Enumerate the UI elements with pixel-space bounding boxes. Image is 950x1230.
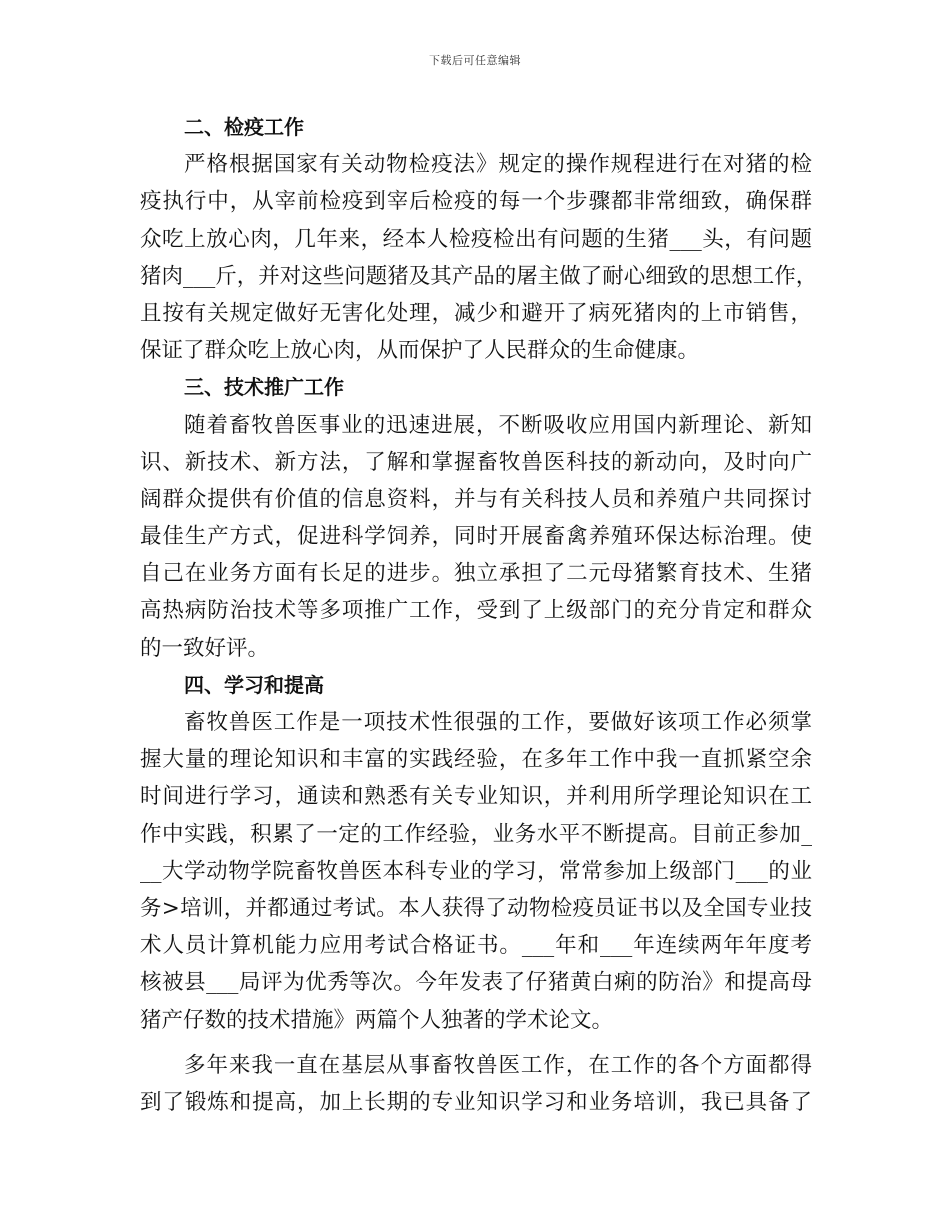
paragraph-line: 务>培训，并都通过考试。本人获得了动物检疫员证书以及全国专业技 [140, 895, 812, 921]
paragraph-line: 且按有关规定做好无害化处理，减少和避开了病死猪肉的上市销售， [140, 300, 812, 326]
paragraph-line: 阔群众提供有价值的信息资料，并与有关科技人员和养殖户共同探讨 [140, 486, 812, 512]
paragraph-line: 握大量的理论知识和丰富的实践经验，在多年工作中我一直抓紧空余 [140, 747, 812, 773]
section-heading: 三、技术推广工作 [184, 375, 344, 400]
paragraph-line: 术人员计算机能力应用考试合格证书。___年和___年连续两年年度考 [140, 933, 812, 959]
paragraph-spacer [140, 1039, 812, 1047]
section-heading: 四、学习和提高 [184, 672, 324, 697]
paragraph-line: 猪肉___斤，并对这些问题猪及其产品的屠主做了耐心细致的思想工作， [140, 263, 818, 289]
paragraph-line: 自己在业务方面有长足的进步。独立承担了二元母猪繁育技术、生猪 [140, 561, 812, 587]
page-header: 下载后可任意编辑 [429, 54, 521, 67]
paragraph-line: 众吃上放心肉，几年来，经本人检疫检出有问题的生猪___头，有问题 [140, 226, 812, 252]
paragraph-line: 多年来我一直在基层从事畜牧兽医工作，在工作的各个方面都得 [184, 1052, 812, 1078]
paragraph-line: 作中实践，积累了一定的工作经验，业务水平不断提高。目前正参加_ [140, 821, 812, 847]
paragraph-line: 的一致好评。 [140, 635, 270, 661]
paragraph-line: 到了锻炼和提高，加上长期的专业知识学习和业务培训，我已具备了 [140, 1089, 812, 1115]
paragraph-line: 随着畜牧兽医事业的迅速进展，不断吸收应用国内新理论、新知 [184, 412, 812, 438]
paragraph-line: 时间进行学习，通读和熟悉有关专业知识，并利用所学理论知识在工 [140, 784, 812, 810]
paragraph-line: 疫执行中，从宰前检疫到宰后检疫的每一个步骤都非常细致，确保群 [140, 189, 812, 215]
paragraph-line: 识、新技术、新方法，了解和掌握畜牧兽医科技的新动向，及时向广 [140, 449, 812, 475]
paragraph-line: 畜牧兽医工作是一项技术性很强的工作，要做好该项工作必须掌 [184, 710, 812, 735]
paragraph-line: 高热病防治技术等多项推广工作，受到了上级部门的充分肯定和群众 [140, 598, 812, 624]
section-heading: 二、检疫工作 [184, 115, 304, 139]
paragraph-line: 核被县___局评为优秀等次。今年发表了仔猪黄白痢的防治》和提高母 [140, 970, 812, 996]
paragraph-line: 严格根据国家有关动物检疫法》规定的操作规程进行在对猪的检 [184, 152, 812, 178]
paragraph-line: 最佳生产方式，促进科学饲养，同时开展畜禽养殖环保达标治理。使 [140, 524, 812, 550]
paragraph-line: 保证了群众吃上放心肉，从而保护了人民群众的生命健康。 [140, 338, 700, 364]
paragraph-line: __大学动物学院畜牧兽医本科专业的学习，常常参加上级部门___的业 [140, 858, 812, 884]
paragraph-line: 猪产仔数的技术措施》两篇个人独著的学术论文。 [140, 1007, 614, 1033]
document-body [140, 109, 818, 1121]
